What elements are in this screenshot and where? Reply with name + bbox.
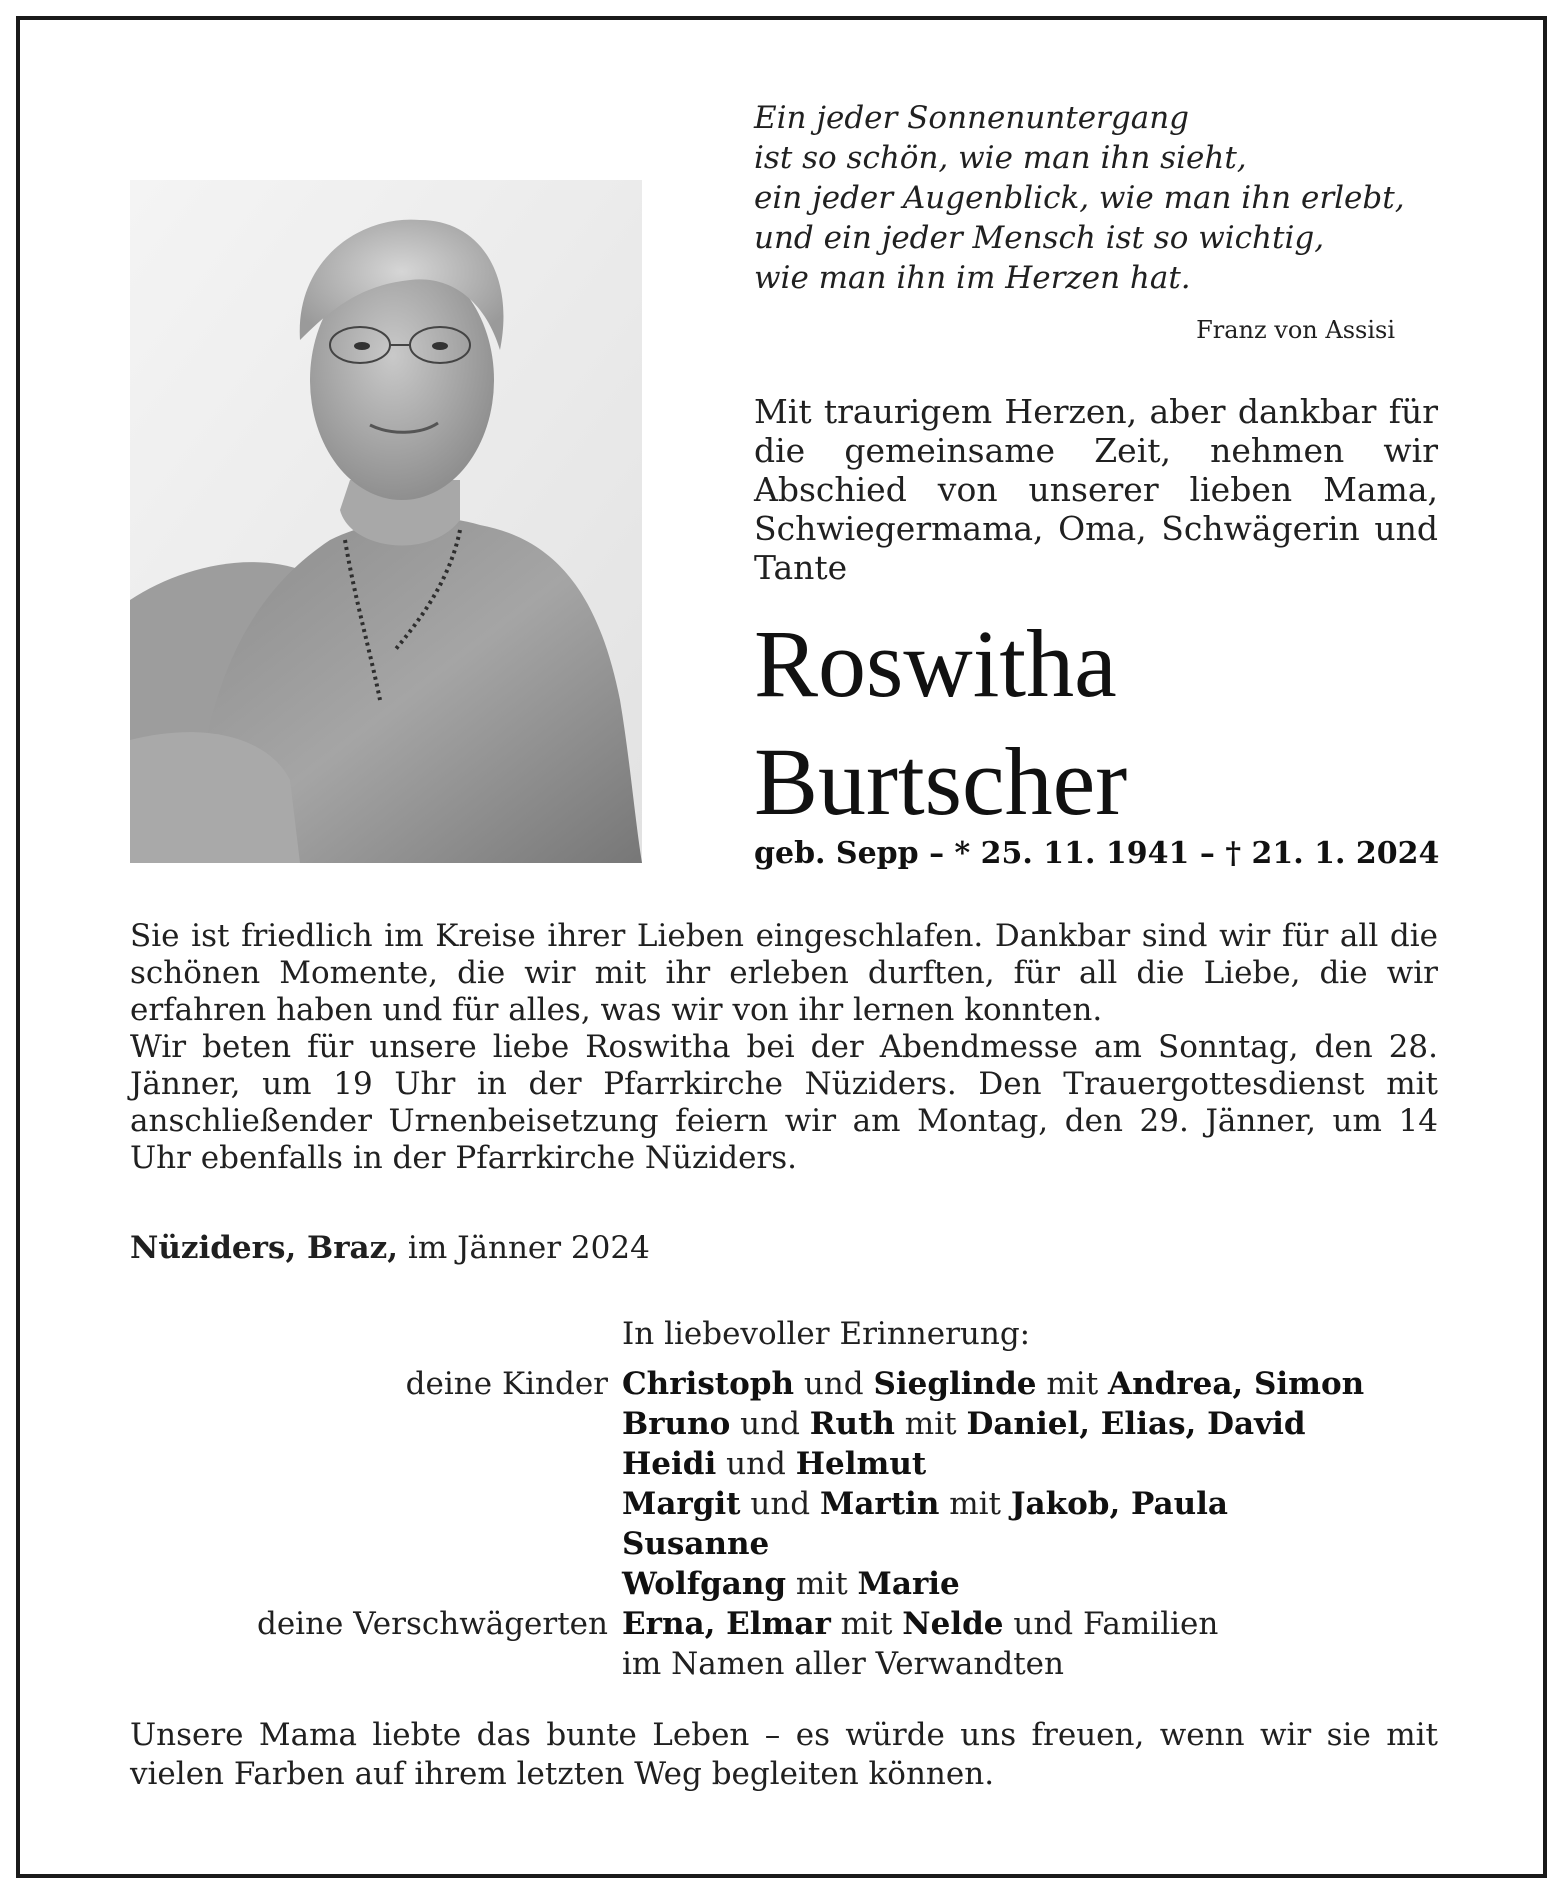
mourner-row [130, 1564, 1460, 1604]
connector: und [793, 1366, 874, 1402]
mourners-list [130, 1364, 1460, 1684]
poem [754, 98, 1414, 298]
last-name: Burtscher [754, 728, 1128, 835]
mourner-name: Erna, Elmar [622, 1606, 831, 1642]
intro-text: Mit traurigem Herzen, aber dankbar für die gemeinsame Zeit, nehmen wir Abschied von unserer lieben Mama, Schwiegermama, Oma, Schwägerin und Tante [754, 392, 1438, 587]
mourner-row [130, 1484, 1460, 1524]
connector: mit [1036, 1366, 1109, 1402]
mourner-name: Wolfgang [622, 1566, 787, 1602]
mourner-name: Andrea, Simon [1108, 1366, 1365, 1402]
mourner-name: Christoph [622, 1366, 794, 1402]
connector: und [730, 1406, 810, 1442]
mourner-name: Bruno [622, 1406, 731, 1442]
mourner-name: Ruth [809, 1406, 895, 1442]
mourner-row [130, 1644, 1460, 1684]
poem-attribution: Franz von Assisi [1196, 316, 1395, 344]
mourner-name: Margit [622, 1486, 741, 1522]
mourner-name: Marie [857, 1566, 960, 1602]
connector: mit [830, 1606, 903, 1642]
body-text [130, 918, 1438, 1177]
mourner-name: Susanne [622, 1526, 770, 1562]
mourner-label: deine Kinder [405, 1366, 608, 1402]
connector: mit [786, 1566, 858, 1602]
mourner-name: Sieglinde [873, 1366, 1037, 1402]
body-paragraph: Sie ist friedlich im Kreise ihrer Lieben eingeschlafen. Dankbar sind wir für all die schönen Momente, die wir mit ihr erleben durften, für all die Liebe, die wir erfahren haben und für alles, was wir von ihr lernen konnten. [130, 918, 1438, 1028]
poem-line: wie man ihn im Herzen hat. [754, 260, 1191, 296]
mourner-name: Nelde [902, 1606, 1004, 1642]
connector: und Familien [1003, 1606, 1219, 1642]
mourner-row [130, 1524, 1460, 1564]
closing-text: Unsere Mama liebte das bunte Leben – es würde uns freuen, wenn wir sie mit vielen Farben auf ihrem letzten Weg begleiten können. [130, 1717, 1438, 1792]
connector: und [740, 1486, 820, 1522]
poem-line: ist so schön, wie man ihn sieht, [754, 140, 1247, 176]
connector: und [716, 1446, 796, 1482]
first-name: Roswitha [754, 610, 1117, 717]
mourner-row [130, 1604, 1460, 1644]
mourner-name: Heidi [622, 1446, 717, 1482]
mourner-row [130, 1444, 1460, 1484]
deceased-name [754, 605, 1127, 841]
poem-line: ein jeder Augenblick, wie man ihn erlebt, [754, 180, 1405, 216]
poem-line: und ein jeder Mensch ist so wichtig, [754, 220, 1325, 256]
mourner-row [130, 1404, 1460, 1444]
relatives-note: im Namen aller Verwandten [622, 1646, 1064, 1682]
portrait-photo [130, 180, 642, 863]
connector: mit [894, 1406, 967, 1442]
mourner-name: Martin [820, 1486, 940, 1522]
mourner-row [130, 1364, 1460, 1404]
mourner-name: Daniel, Elias, David [966, 1406, 1306, 1442]
connector: mit [939, 1486, 1011, 1522]
places: Nüziders, Braz, [130, 1230, 399, 1266]
place-and-date [130, 1230, 650, 1266]
mourner-name: Jakob, Paula [1010, 1486, 1228, 1522]
memory-heading: In liebevoller Erinnerung: [622, 1316, 1031, 1352]
mourner-label: deine Verschwägerten [256, 1606, 608, 1642]
poem-line: Ein jeder Sonnenuntergang [754, 100, 1190, 136]
body-paragraph: Wir beten für unsere liebe Roswitha bei der Abendmesse am Sonntag, den 28. Jänner, um 19 Uhr in der Pfarrkirche Nüziders. Den Trauergottesdienst mit anschließender Urnenbeisetzung feiern wir am Montag, den 29. Jänner, um 14 Uhr ebenfalls in der Pfarrkirche Nüziders. [130, 1029, 1438, 1176]
notice-date: im Jänner 2024 [407, 1230, 650, 1266]
mourner-name: Helmut [795, 1446, 927, 1482]
life-dates: geb. Sepp – * 25. 11. 1941 – † 21. 1. 2024 [754, 836, 1440, 871]
